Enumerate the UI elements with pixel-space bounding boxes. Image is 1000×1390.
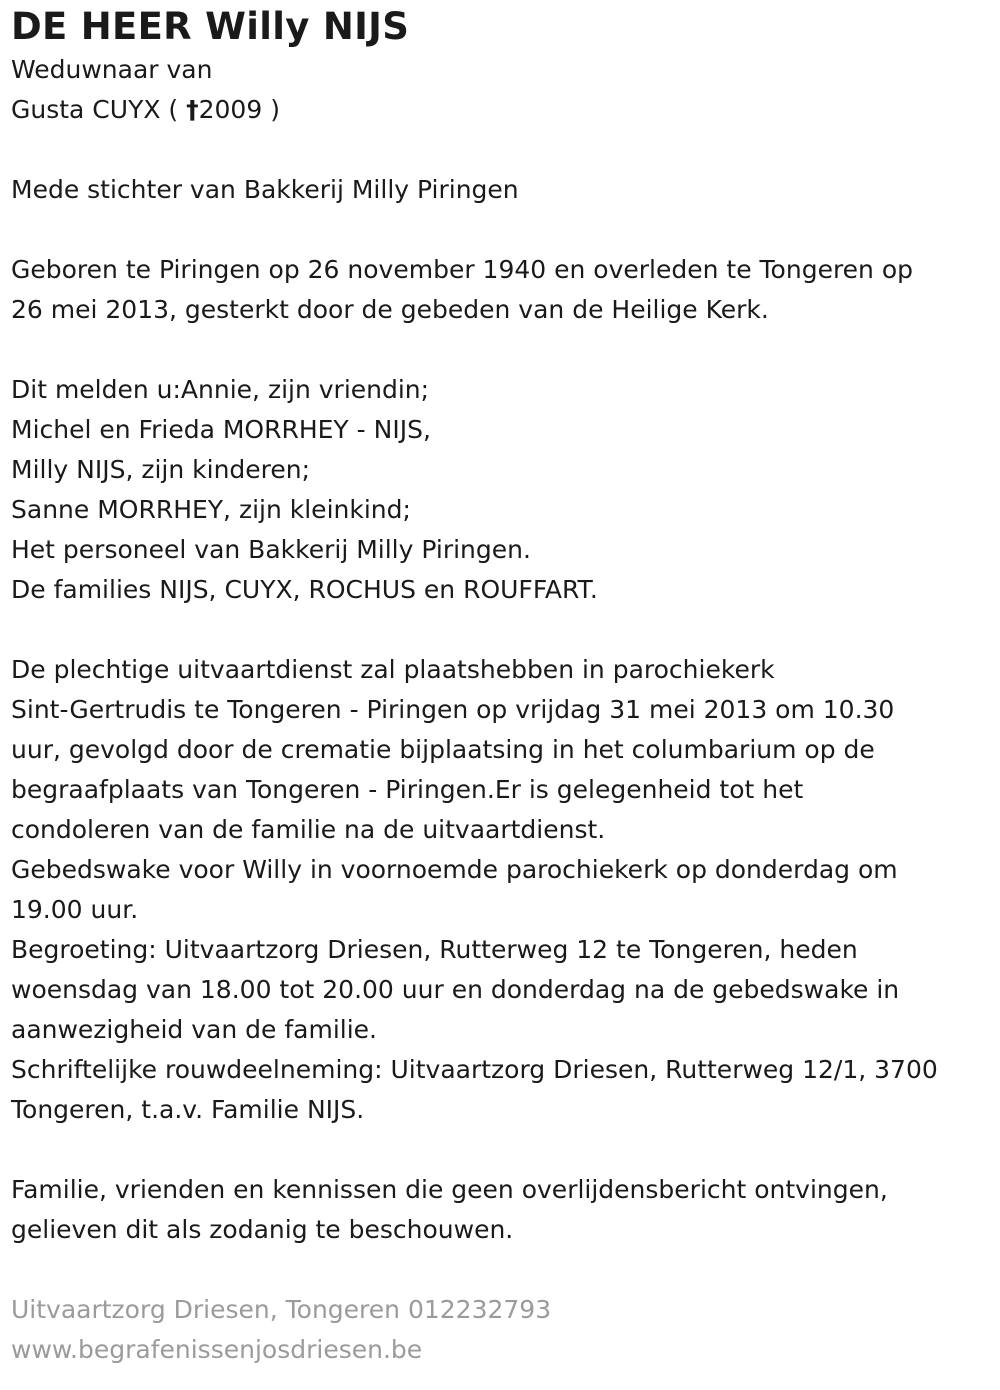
service-line: Begroeting: Uitvaartzorg Driesen, Rutterweg 12 te Tongeren, heden (11, 935, 858, 964)
spouse-intro: Weduwnaar van (11, 55, 213, 84)
announcer-line: Sanne MORRHEY, zijn kleinkind; (11, 495, 411, 524)
service-line: 19.00 uur. (11, 895, 139, 924)
spouse-death-year: 2009 ) (198, 95, 280, 124)
closing-line: gelieven dit als zodanig te beschouwen. (11, 1215, 514, 1244)
obituary-document (11, 4, 991, 1370)
service-line: Tongeren, t.a.v. Familie NIJS. (11, 1095, 365, 1124)
birth-death-line: Geboren te Piringen op 26 november 1940 en overleden te Tongeren op (11, 255, 914, 284)
service-line: aanwezigheid van de familie. (11, 1015, 377, 1044)
spouse-section (11, 50, 991, 130)
founder-line: Mede stichter van Bakkerij Milly Piringen (11, 175, 519, 204)
announcer-line: De families NIJS, CUYX, ROCHUS en ROUFFART. (11, 575, 598, 604)
announcer-line: Dit melden u:Annie, zijn vriendin; (11, 375, 430, 404)
service-line: woensdag van 18.00 tot 20.00 uur en donderdag na de gebedswake in (11, 975, 900, 1004)
announcers-section (11, 370, 991, 610)
closing-section (11, 1170, 991, 1250)
birth-death-line: 26 mei 2013, gesterkt door de gebeden van de Heilige Kerk. (11, 295, 769, 324)
announcer-line: Milly NIJS, zijn kinderen; (11, 455, 311, 484)
service-line: De plechtige uitvaartdienst zal plaatshebben in parochiekerk (11, 655, 775, 684)
spouse-name: Gusta CUYX ( (11, 95, 187, 124)
birth-death-section (11, 250, 991, 330)
service-line: Sint-Gertrudis te Tongeren - Piringen op vrijdag 31 mei 2013 om 10.30 (11, 695, 895, 724)
website-link[interactable]: www.begrafenissenjosdriesen.be (11, 1335, 423, 1364)
service-line: begraafplaats van Tongeren - Piringen.Er is gelegenheid tot het (11, 775, 804, 804)
announcer-line: Michel en Frieda MORRHEY - NIJS, (11, 415, 431, 444)
service-line: condoleren van de familie na de uitvaartdienst. (11, 815, 606, 844)
spouse-name-line (11, 90, 991, 130)
service-section (11, 650, 991, 1130)
funeral-home-contact: Uitvaartzorg Driesen, Tongeren 012232793 (11, 1295, 552, 1324)
service-line: Gebedswake voor Willy in voornoemde parochiekerk op donderdag om (11, 855, 898, 884)
closing-line: Familie, vrienden en kennissen die geen overlijdensbericht ontvingen, (11, 1175, 888, 1204)
footer (11, 1290, 991, 1370)
service-line: uur, gevolgd door de crematie bijplaatsing in het columbarium op de (11, 735, 875, 764)
cross-icon: † (186, 95, 199, 124)
service-line: Schriftelijke rouwdeelneming: Uitvaartzorg Driesen, Rutterweg 12/1, 3700 (11, 1055, 938, 1084)
announcer-line: Het personeel van Bakkerij Milly Piringen. (11, 535, 531, 564)
obituary-title: DE HEER Willy NIJS (11, 5, 410, 48)
